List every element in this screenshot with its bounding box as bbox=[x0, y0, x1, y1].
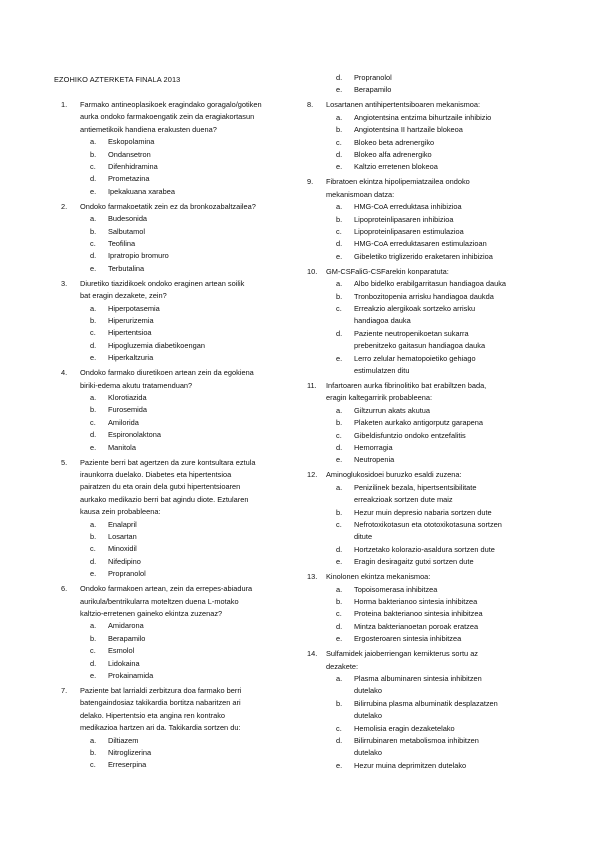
question-number: 7. bbox=[61, 686, 68, 695]
option-letter: a. bbox=[336, 112, 343, 122]
question-text: kaltzio-erretenen gaineko ekintza zuzenaz? bbox=[80, 609, 223, 618]
option-letter: b. bbox=[90, 316, 97, 325]
question-text: pairatzen du eta orain dela gutxi hipertentsioaren bbox=[80, 482, 241, 492]
option-text: Paziente neutropenikoetan sukarra bbox=[354, 328, 469, 338]
question-text: bat eragin dezakete, zein? bbox=[80, 291, 167, 301]
question-number: 2. bbox=[61, 201, 68, 211]
question-text: Ondoko farmakoen artean, zein da errepes-abiadura bbox=[80, 584, 253, 594]
option-letter: d. bbox=[90, 556, 97, 566]
option-letter: b. bbox=[90, 226, 97, 236]
option-text: Neutropenia bbox=[354, 455, 395, 465]
option-text-continued: handiagoa dauka bbox=[354, 316, 411, 326]
question-text: Fibratoen ekintza hipolipemiatzailea ondoko bbox=[326, 177, 470, 187]
option-text: Berapamilo bbox=[108, 633, 146, 643]
option-letter: c. bbox=[90, 239, 96, 248]
question-text: medikazioa hartzen ari da. Takikardia sortzen du: bbox=[80, 723, 241, 733]
option-text: Hipogluzemia diabetikoengan bbox=[108, 340, 205, 350]
option-letter: d. bbox=[336, 621, 343, 631]
option-text: Giltzurrun akats akutua bbox=[354, 405, 430, 415]
option-letter: e. bbox=[336, 634, 343, 644]
option-letter: b. bbox=[336, 507, 343, 517]
option-text: Salbutamol bbox=[108, 226, 145, 236]
question-text: Paziente berri bat agertzen da zure kontsultara eztula bbox=[80, 457, 256, 467]
question-text: aurikula/bentrikularra moteltzen duena L-motako bbox=[80, 596, 239, 606]
option-letter: e. bbox=[90, 671, 97, 680]
option-letter: e. bbox=[336, 162, 343, 172]
option-text-continued: erreakzioak sortzen dute maiz bbox=[354, 495, 453, 505]
option-text: Amidarona bbox=[108, 621, 144, 631]
option-text: Berapamilo bbox=[354, 85, 392, 95]
option-letter: b. bbox=[90, 405, 97, 415]
question-text: kausa zein probableena: bbox=[80, 507, 161, 517]
option-letter: a. bbox=[90, 393, 97, 402]
option-text: Plasma albuminaren sintesia inhibitzen bbox=[354, 674, 482, 683]
option-text: Amilorida bbox=[108, 417, 139, 427]
option-letter: e. bbox=[90, 186, 97, 196]
option-letter: d. bbox=[336, 443, 343, 452]
option-letter: d. bbox=[90, 251, 97, 261]
option-letter: d. bbox=[336, 239, 343, 249]
option-letter: a. bbox=[90, 519, 97, 529]
option-text: Topoisomerasa inhibitzea bbox=[354, 584, 438, 594]
option-text: Diltiazem bbox=[108, 735, 139, 745]
option-letter: a. bbox=[90, 303, 97, 313]
option-letter: e. bbox=[336, 251, 343, 261]
option-letter: d. bbox=[90, 340, 97, 350]
option-letter: a. bbox=[336, 279, 343, 289]
option-text: Bilirrubinaren metabolismoa inhibitzen bbox=[354, 736, 479, 745]
option-letter: c. bbox=[90, 328, 96, 338]
question-text: Farmako antineoplasikoek eragindako goragalo/gotiken bbox=[80, 100, 262, 109]
option-text: Lerro zelular hematopoietiko gehiago bbox=[354, 353, 476, 363]
option-text-continued: dutelako bbox=[354, 748, 382, 758]
option-letter: b. bbox=[90, 633, 97, 643]
option-letter: d. bbox=[336, 73, 343, 82]
option-letter: b. bbox=[336, 418, 343, 428]
option-letter: d. bbox=[90, 174, 97, 184]
question-text: Losartanen antihipertentsiboaren mekanismoa: bbox=[326, 100, 481, 110]
option-text: Difenhidramina bbox=[108, 162, 158, 171]
option-text: Hezur muin depresio nabaria sortzen dute bbox=[354, 507, 492, 517]
option-letter: e. bbox=[336, 353, 343, 363]
option-letter: c. bbox=[90, 162, 96, 171]
question-number: 10. bbox=[307, 266, 318, 276]
option-letter: c. bbox=[90, 417, 96, 427]
option-text: Hezur muina deprimitzen dutelako bbox=[354, 760, 467, 770]
option-letter: e. bbox=[336, 760, 343, 770]
option-letter: c. bbox=[336, 137, 342, 147]
option-text: Erreakzio alergikoak sortzeko arrisku bbox=[354, 304, 476, 313]
option-text-continued: dutelako bbox=[354, 711, 382, 721]
option-letter: d. bbox=[90, 430, 97, 440]
option-text: HMG-CoA erreduktasaren estimulazioan bbox=[354, 239, 487, 249]
option-letter: c. bbox=[90, 760, 96, 770]
option-letter: e. bbox=[336, 455, 343, 465]
option-text: Terbutalina bbox=[108, 263, 145, 273]
option-text: Gibeletiko triglizerido eraketaren inhibizioa bbox=[354, 251, 493, 261]
option-letter: c. bbox=[336, 723, 342, 733]
option-letter: b. bbox=[336, 597, 343, 606]
question-text: eragin kaltegarririk probableena: bbox=[326, 393, 432, 403]
option-letter: a. bbox=[336, 482, 343, 492]
option-letter: a. bbox=[336, 584, 343, 594]
question-text: Kinolonen ekintza mekanismoa: bbox=[326, 572, 431, 582]
option-text: Blokeo beta adrenergiko bbox=[354, 137, 435, 147]
question-text: Ondoko farmako diuretikoen artean zein da egokiena bbox=[80, 368, 254, 378]
question-text: GM-CSFaliG-CSFarekin konparatuta: bbox=[326, 266, 449, 276]
question-text: Ondoko farmakoetatik zein ez da bronkozabaltzailea? bbox=[80, 201, 256, 211]
option-letter: d. bbox=[336, 328, 343, 338]
option-text: Hemorragia bbox=[354, 443, 393, 452]
option-text: Angiotentsina entzima bihurtzaile inhibizio bbox=[354, 112, 492, 122]
option-text: Horma bakterianoo sintesia inhibitzea bbox=[354, 597, 478, 606]
option-letter: c. bbox=[90, 646, 96, 656]
option-text: Eragin desiragaitz gutxi sortzen dute bbox=[354, 557, 474, 567]
option-text: Manitola bbox=[108, 442, 136, 452]
option-text: Klorotiazida bbox=[108, 393, 147, 402]
option-text: Hemolisia eragin dezaketelako bbox=[354, 723, 455, 733]
option-text: Ergosteroaren sintesia inhibitzea bbox=[354, 634, 462, 644]
question-number: 4. bbox=[61, 368, 68, 378]
option-text: Plaketen aurkako antigorputz garapena bbox=[354, 418, 484, 428]
option-text: HMG-CoA erreduktasa inhibizioa bbox=[354, 202, 462, 212]
option-letter: b. bbox=[336, 698, 343, 708]
option-text: Proteina bakterianoo sintesia inhibitzea bbox=[354, 609, 483, 619]
option-text: Hiperkaltzuria bbox=[108, 353, 154, 363]
option-letter: c. bbox=[336, 430, 342, 440]
option-letter: a. bbox=[336, 674, 343, 683]
option-text: Ipratropio bromuro bbox=[108, 251, 169, 261]
question-number: 9. bbox=[307, 177, 314, 187]
option-text: Nefrotoxikotasun eta ototoxikotasuna sortzen bbox=[354, 520, 502, 529]
option-letter: c. bbox=[336, 304, 342, 313]
option-text: Blokeo alfa adrenergiko bbox=[354, 150, 432, 159]
question-text: biriki-edema akutu tratamenduan? bbox=[80, 380, 193, 390]
option-text: Hiperpotasemia bbox=[108, 303, 160, 313]
option-text: Albo bidelko erabilgarritasun handiagoa dauka bbox=[354, 279, 507, 289]
option-text: Espironolaktona bbox=[108, 430, 162, 440]
option-text: Propranolol bbox=[108, 569, 146, 579]
option-letter: d. bbox=[336, 150, 343, 159]
option-letter: e. bbox=[336, 557, 343, 567]
option-text: Esmolol bbox=[108, 646, 135, 656]
option-text: Angiotentsina II hartzaile blokeoa bbox=[354, 125, 463, 135]
option-letter: e. bbox=[90, 263, 97, 273]
question-number: 12. bbox=[307, 470, 318, 480]
option-letter: c. bbox=[336, 227, 342, 236]
option-letter: c. bbox=[90, 544, 96, 554]
option-text: Minoxidil bbox=[108, 544, 137, 554]
option-letter: b. bbox=[90, 532, 97, 541]
option-text: Propranolol bbox=[354, 73, 392, 82]
option-letter: b. bbox=[336, 125, 343, 135]
question-number: 6. bbox=[61, 584, 68, 594]
option-text: Furosemida bbox=[108, 405, 148, 415]
question-text: Sulfamidek jaioberriengan kernikterus sortu az bbox=[326, 649, 478, 659]
option-text: Lipoproteinlipasaren estimulazioa bbox=[354, 227, 464, 236]
option-text: Nitroglizerina bbox=[108, 748, 152, 757]
question-number: 5. bbox=[61, 457, 68, 467]
option-letter: d. bbox=[90, 658, 97, 668]
option-letter: d. bbox=[336, 736, 343, 745]
option-text: Teofilina bbox=[108, 239, 136, 248]
question-number: 8. bbox=[307, 100, 314, 110]
option-letter: b. bbox=[90, 149, 97, 159]
question-text: aurka ondoko farmakoengatik zein da eragiakortasun bbox=[80, 112, 255, 122]
option-letter: a. bbox=[336, 405, 343, 415]
option-letter: e. bbox=[90, 442, 97, 452]
option-text: Nifedipino bbox=[108, 556, 141, 566]
question-text: Diuretiko tiazidikoek ondoko eraginen artean soilik bbox=[80, 278, 245, 288]
option-letter: a. bbox=[90, 621, 97, 631]
option-text: Mintza bakterianoetan poroak eratzea bbox=[354, 621, 479, 631]
option-text: Gibeldisfuntzio ondoko entzefalitis bbox=[354, 430, 466, 440]
option-text-continued: prebenitzeko gaitasun handiagoa dauka bbox=[354, 341, 486, 351]
option-text: Prometazina bbox=[108, 174, 150, 184]
option-text: Losartan bbox=[108, 532, 137, 541]
question-text: Paziente bat larrialdi zerbitzura doa farmako berri bbox=[80, 686, 242, 695]
option-text: Hipertentsioa bbox=[108, 328, 152, 338]
option-text: Ondansetron bbox=[108, 149, 151, 159]
option-text: Enalapril bbox=[108, 519, 137, 529]
question-text: antiemetikoik handiena erakusten duena? bbox=[80, 124, 217, 134]
option-text: Hiperurizemia bbox=[108, 316, 154, 325]
option-letter: e. bbox=[336, 85, 343, 95]
option-text-continued: ditute bbox=[354, 532, 373, 542]
option-text-continued: dutelako bbox=[354, 686, 382, 696]
option-text: Erreserpina bbox=[108, 760, 147, 770]
question-text: Aminoglukosidoei buruzko esaldi zuzena: bbox=[326, 470, 462, 480]
option-letter: a. bbox=[90, 735, 97, 745]
option-letter: e. bbox=[90, 353, 97, 363]
option-letter: b. bbox=[336, 214, 343, 224]
question-text: batengaindosiaz takikardia bortitza nabaritzen ari bbox=[80, 698, 241, 708]
question-number: 1. bbox=[61, 100, 68, 109]
option-text: Eskopolamina bbox=[108, 137, 155, 147]
option-text: Kaltzio erretenen blokeoa bbox=[354, 162, 438, 172]
question-text: iraunkorra duelako. Diabetes eta hipertentsioa bbox=[80, 470, 232, 479]
option-letter: a. bbox=[90, 214, 97, 224]
question-text: mekanismoan datza: bbox=[326, 189, 395, 199]
option-text: Bilirrubina plasma albuminatik desplazatzen bbox=[354, 698, 498, 708]
option-text: Lipoproteinlipasaren inhibizioa bbox=[354, 214, 454, 224]
option-letter: b. bbox=[336, 291, 343, 301]
option-letter: d. bbox=[336, 544, 343, 554]
option-letter: b. bbox=[90, 748, 97, 757]
question-text: dezakete: bbox=[326, 661, 359, 671]
question-number: 11. bbox=[307, 381, 317, 390]
option-text: Lidokaina bbox=[108, 658, 140, 668]
question-text: Infartoaren aurka fibrinolitiko bat erabiltzen bada, bbox=[326, 381, 487, 390]
option-letter: e. bbox=[90, 569, 97, 579]
option-letter: c. bbox=[336, 609, 342, 619]
question-text: delako. Hipertentsio eta angina ren kontrako bbox=[80, 710, 226, 720]
question-number: 13. bbox=[307, 572, 318, 582]
option-text: Tronbozitopenia arrisku handiagoa daukda bbox=[354, 291, 494, 301]
question-number: 14. bbox=[307, 649, 318, 659]
option-text: Prokainamida bbox=[108, 671, 154, 680]
option-text: Ipekakuana xarabea bbox=[108, 186, 175, 196]
question-text: aurkako medikazio berri bat agindu diote. Eztularen bbox=[80, 494, 249, 504]
option-text: Penizilinek bezala, hipertsentsibilitate bbox=[354, 482, 477, 492]
option-letter: a. bbox=[90, 137, 97, 147]
option-text-continued: estimulatzen ditu bbox=[354, 366, 410, 375]
option-letter: a. bbox=[336, 202, 343, 212]
option-letter: c. bbox=[336, 520, 342, 529]
option-text: Budesonida bbox=[108, 214, 148, 224]
question-number: 3. bbox=[61, 278, 68, 288]
exam-title: EZOHIKO AZTERKETA FINALA 2013 bbox=[54, 75, 181, 84]
option-text: Hortzetako koloraziо-asaldura sortzen dute bbox=[354, 544, 495, 554]
